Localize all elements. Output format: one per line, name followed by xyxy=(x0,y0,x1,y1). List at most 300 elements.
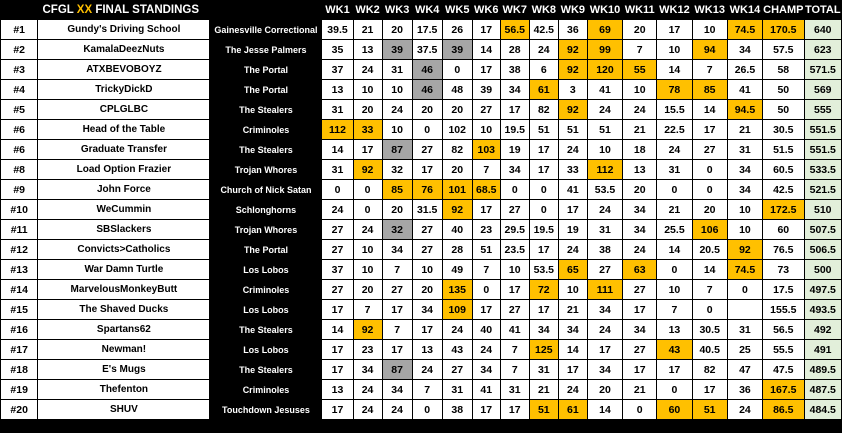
total-score-cell: 555 xyxy=(804,100,841,120)
week-score-cell: 21 xyxy=(558,300,587,320)
week-score-cell: 20 xyxy=(353,280,382,300)
week-score-cell: 19.5 xyxy=(529,220,558,240)
week-score-cell: 53.5 xyxy=(587,180,622,200)
week-score-cell: 17 xyxy=(529,240,558,260)
week-score-cell: 24 xyxy=(657,140,692,160)
week-score-cell: 34 xyxy=(500,80,529,100)
col-header: WK6 xyxy=(472,0,500,20)
champ-score-cell: 47.5 xyxy=(763,360,804,380)
week-score-cell: 17 xyxy=(529,140,558,160)
week-score-cell: 0 xyxy=(529,180,558,200)
rank-cell: #6 xyxy=(1,120,38,140)
week-score-cell: 20 xyxy=(587,380,622,400)
division-cell: Gainesville Correctional xyxy=(210,20,322,40)
week-score-cell: 7 xyxy=(472,260,500,280)
week-score-cell: 20.5 xyxy=(692,240,727,260)
division-cell: Criminoles xyxy=(210,120,322,140)
week-score-cell: 0 xyxy=(657,380,692,400)
week-score-cell: 14 xyxy=(587,400,622,420)
week-score-cell: 14 xyxy=(322,140,353,160)
week-score-cell: 111 xyxy=(587,280,622,300)
week-score-cell: 24 xyxy=(412,360,442,380)
week-score-cell: 17.5 xyxy=(412,20,442,40)
week-score-cell: 0 xyxy=(442,60,472,80)
week-score-cell: 31 xyxy=(322,160,353,180)
week-score-cell: 24 xyxy=(353,60,382,80)
week-score-cell: 34 xyxy=(623,220,657,240)
week-score-cell: 27 xyxy=(442,360,472,380)
week-score-cell: 41 xyxy=(587,80,622,100)
week-score-cell: 25.5 xyxy=(657,220,692,240)
week-score-cell: 34 xyxy=(382,380,412,400)
week-score-cell: 38 xyxy=(587,240,622,260)
week-score-cell: 34 xyxy=(623,320,657,340)
champ-score-cell: 57.5 xyxy=(763,40,804,60)
week-score-cell: 0 xyxy=(322,180,353,200)
champ-score-cell: 55.5 xyxy=(763,340,804,360)
table-row xyxy=(1,340,842,360)
week-score-cell: 0 xyxy=(727,280,762,300)
team-name-cell: Spartans62 xyxy=(38,320,210,340)
week-score-cell: 0 xyxy=(412,120,442,140)
total-score-cell: 506.5 xyxy=(804,240,841,260)
table-row xyxy=(1,260,842,280)
division-cell: The Portal xyxy=(210,60,322,80)
week-score-cell: 14 xyxy=(322,320,353,340)
week-score-cell: 82 xyxy=(529,100,558,120)
team-name-cell: SHUV xyxy=(38,400,210,420)
total-score-cell: 571.5 xyxy=(804,60,841,80)
week-score-cell: 21 xyxy=(623,380,657,400)
week-score-cell: 15.5 xyxy=(657,100,692,120)
team-name-cell: MarvelousMonkeyButt xyxy=(38,280,210,300)
table-row xyxy=(1,100,842,120)
col-header-champ: CHAMP xyxy=(763,0,804,20)
table-row xyxy=(1,400,842,420)
week-score-cell: 20 xyxy=(412,100,442,120)
col-header: WK3 xyxy=(382,0,412,20)
week-score-cell: 0 xyxy=(692,160,727,180)
week-score-cell: 27 xyxy=(382,280,412,300)
division-cell: The Stealers xyxy=(210,360,322,380)
week-score-cell: 24 xyxy=(382,100,412,120)
champ-score-cell: 50 xyxy=(763,80,804,100)
week-score-cell: 40 xyxy=(442,220,472,240)
week-score-cell: 92 xyxy=(353,320,382,340)
week-score-cell: 49 xyxy=(442,260,472,280)
week-score-cell: 7 xyxy=(353,300,382,320)
week-score-cell: 24 xyxy=(353,400,382,420)
week-score-cell: 24 xyxy=(382,400,412,420)
week-score-cell: 17 xyxy=(500,100,529,120)
rank-cell: #17 xyxy=(1,340,38,360)
week-score-cell: 78 xyxy=(657,80,692,100)
table-row xyxy=(1,220,842,240)
week-score-cell: 26.5 xyxy=(727,60,762,80)
total-score-cell: 487.5 xyxy=(804,380,841,400)
team-name-cell: TrickyDickD xyxy=(38,80,210,100)
total-score-cell: 492 xyxy=(804,320,841,340)
week-score-cell: 31 xyxy=(500,380,529,400)
week-score-cell: 94.5 xyxy=(727,100,762,120)
total-score-cell: 484.5 xyxy=(804,400,841,420)
week-score-cell: 34 xyxy=(727,40,762,60)
team-name-cell: CPLGLBC xyxy=(38,100,210,120)
col-header: WK10 xyxy=(587,0,622,20)
week-score-cell: 23.5 xyxy=(500,240,529,260)
week-score-cell: 10 xyxy=(657,280,692,300)
week-score-cell: 28 xyxy=(442,240,472,260)
week-score-cell: 24 xyxy=(529,40,558,60)
week-score-cell: 17 xyxy=(472,200,500,220)
week-score-cell: 17 xyxy=(500,280,529,300)
total-score-cell: 493.5 xyxy=(804,300,841,320)
week-score-cell: 17 xyxy=(558,200,587,220)
division-cell: The Stealers xyxy=(210,100,322,120)
week-score-cell: 109 xyxy=(442,300,472,320)
week-score-cell: 27 xyxy=(623,340,657,360)
week-score-cell: 40.5 xyxy=(692,340,727,360)
week-score-cell: 17 xyxy=(587,340,622,360)
champ-score-cell: 30.5 xyxy=(763,120,804,140)
week-score-cell: 14 xyxy=(657,60,692,80)
week-score-cell: 32 xyxy=(382,160,412,180)
team-name-cell: Thefenton xyxy=(38,380,210,400)
week-score-cell: 17 xyxy=(500,400,529,420)
week-score-cell: 7 xyxy=(692,60,727,80)
col-header: WK5 xyxy=(442,0,472,20)
col-header: WK14 xyxy=(727,0,762,20)
week-score-cell: 24 xyxy=(558,140,587,160)
week-score-cell: 37 xyxy=(322,60,353,80)
week-score-cell: 51 xyxy=(692,400,727,420)
division-cell: Los Lobos xyxy=(210,300,322,320)
week-score-cell: 17 xyxy=(322,340,353,360)
week-score-cell: 135 xyxy=(442,280,472,300)
week-score-cell: 17 xyxy=(412,160,442,180)
week-score-cell: 41 xyxy=(727,80,762,100)
week-score-cell: 61 xyxy=(558,400,587,420)
week-score-cell: 17 xyxy=(657,20,692,40)
week-score-cell: 17 xyxy=(623,360,657,380)
week-score-cell: 13 xyxy=(353,40,382,60)
week-score-cell: 31 xyxy=(587,220,622,240)
week-score-cell: 10 xyxy=(472,120,500,140)
week-score-cell: 24 xyxy=(353,380,382,400)
week-score-cell: 21 xyxy=(353,20,382,40)
week-score-cell: 120 xyxy=(587,60,622,80)
champ-score-cell: 56.5 xyxy=(763,320,804,340)
week-score-cell: 85 xyxy=(692,80,727,100)
week-score-cell: 0 xyxy=(529,200,558,220)
division-cell: The Stealers xyxy=(210,140,322,160)
rank-cell: #11 xyxy=(1,220,38,240)
week-score-cell: 24 xyxy=(623,240,657,260)
week-score-cell: 34 xyxy=(412,300,442,320)
week-score-cell: 39 xyxy=(472,80,500,100)
division-cell: Trojan Whores xyxy=(210,160,322,180)
week-score-cell: 17 xyxy=(322,400,353,420)
week-score-cell: 31 xyxy=(322,100,353,120)
rank-cell: #10 xyxy=(1,200,38,220)
week-score-cell: 37.5 xyxy=(412,40,442,60)
table-row xyxy=(1,120,842,140)
total-score-cell: 640 xyxy=(804,20,841,40)
week-score-cell: 20 xyxy=(382,200,412,220)
week-score-cell: 51 xyxy=(558,120,587,140)
week-score-cell: 63 xyxy=(623,260,657,280)
week-score-cell: 21 xyxy=(623,120,657,140)
week-score-cell: 27 xyxy=(500,200,529,220)
week-score-cell: 17 xyxy=(529,300,558,320)
week-score-cell: 112 xyxy=(322,120,353,140)
week-score-cell: 33 xyxy=(558,160,587,180)
col-header-total: TOTAL xyxy=(804,0,841,20)
week-score-cell: 27 xyxy=(587,260,622,280)
rank-cell: #12 xyxy=(1,240,38,260)
week-score-cell: 7 xyxy=(472,160,500,180)
week-score-cell: 7 xyxy=(500,340,529,360)
champ-score-cell: 58 xyxy=(763,60,804,80)
champ-score-cell: 167.5 xyxy=(763,380,804,400)
division-cell: Schlonghorns xyxy=(210,200,322,220)
week-score-cell: 24 xyxy=(587,100,622,120)
col-header: WK11 xyxy=(623,0,657,20)
week-score-cell: 102 xyxy=(442,120,472,140)
week-score-cell: 20 xyxy=(442,100,472,120)
rank-cell: #9 xyxy=(1,180,38,200)
rank-cell: #20 xyxy=(1,400,38,420)
rank-cell: #13 xyxy=(1,260,38,280)
total-score-cell: 551.5 xyxy=(804,140,841,160)
week-score-cell: 39 xyxy=(442,40,472,60)
col-header: WK8 xyxy=(529,0,558,20)
week-score-cell: 35 xyxy=(322,40,353,60)
week-score-cell: 25 xyxy=(727,340,762,360)
week-score-cell: 7 xyxy=(657,300,692,320)
week-score-cell: 0 xyxy=(692,180,727,200)
week-score-cell: 20 xyxy=(442,160,472,180)
week-score-cell: 0 xyxy=(623,400,657,420)
team-name-cell: KamalaDeezNuts xyxy=(38,40,210,60)
week-score-cell: 13 xyxy=(657,320,692,340)
week-score-cell: 13 xyxy=(322,80,353,100)
team-name-cell: Graduate Transfer xyxy=(38,140,210,160)
champ-score-cell: 155.5 xyxy=(763,300,804,320)
week-score-cell: 76 xyxy=(412,180,442,200)
week-score-cell: 10 xyxy=(353,80,382,100)
week-score-cell: 24 xyxy=(472,340,500,360)
rank-cell: #2 xyxy=(1,40,38,60)
champ-score-cell: 86.5 xyxy=(763,400,804,420)
week-score-cell: 39 xyxy=(382,40,412,60)
division-cell: Touchdown Jesuses xyxy=(210,400,322,420)
team-name-cell: John Force xyxy=(38,180,210,200)
week-score-cell: 10 xyxy=(587,140,622,160)
week-score-cell: 34 xyxy=(500,160,529,180)
week-score-cell: 106 xyxy=(692,220,727,240)
week-score-cell: 7 xyxy=(500,360,529,380)
col-header: WK1 xyxy=(322,0,353,20)
total-score-cell: 551.5 xyxy=(804,120,841,140)
week-score-cell: 13 xyxy=(322,380,353,400)
week-score-cell: 7 xyxy=(412,380,442,400)
team-name-cell: The Shaved Ducks xyxy=(38,300,210,320)
week-score-cell: 19 xyxy=(500,140,529,160)
champ-score-cell: 172.5 xyxy=(763,200,804,220)
week-score-cell: 99 xyxy=(587,40,622,60)
table-row xyxy=(1,160,842,180)
total-score-cell: 623 xyxy=(804,40,841,60)
rank-cell: #6 xyxy=(1,140,38,160)
champ-score-cell: 60 xyxy=(763,220,804,240)
week-score-cell: 41 xyxy=(558,180,587,200)
week-score-cell: 51 xyxy=(529,400,558,420)
champ-score-cell: 17.5 xyxy=(763,280,804,300)
week-score-cell: 13 xyxy=(623,160,657,180)
week-score-cell: 17 xyxy=(623,300,657,320)
week-score-cell: 92 xyxy=(442,200,472,220)
week-score-cell: 27 xyxy=(322,280,353,300)
week-score-cell: 17 xyxy=(353,140,382,160)
rank-cell: #5 xyxy=(1,100,38,120)
week-score-cell: 7 xyxy=(382,260,412,280)
team-name-cell: WeCummin xyxy=(38,200,210,220)
week-score-cell xyxy=(727,300,762,320)
week-score-cell: 7 xyxy=(692,280,727,300)
week-score-cell: 31 xyxy=(727,140,762,160)
team-name-cell: Head of the Table xyxy=(38,120,210,140)
week-score-cell: 46 xyxy=(412,60,442,80)
week-score-cell: 10 xyxy=(353,240,382,260)
week-score-cell: 85 xyxy=(382,180,412,200)
week-score-cell: 20 xyxy=(692,200,727,220)
table-row xyxy=(1,200,842,220)
week-score-cell: 42.5 xyxy=(529,20,558,40)
rank-cell: #1 xyxy=(1,20,38,40)
col-header: WK4 xyxy=(412,0,442,20)
week-score-cell: 17 xyxy=(558,360,587,380)
week-score-cell: 17 xyxy=(657,360,692,380)
week-score-cell: 94 xyxy=(692,40,727,60)
week-score-cell: 48 xyxy=(442,80,472,100)
week-score-cell: 14 xyxy=(472,40,500,60)
total-score-cell: 533.5 xyxy=(804,160,841,180)
week-score-cell: 34 xyxy=(558,320,587,340)
week-score-cell: 10 xyxy=(623,80,657,100)
week-score-cell: 37 xyxy=(322,260,353,280)
total-score-cell: 569 xyxy=(804,80,841,100)
total-score-cell: 497.5 xyxy=(804,280,841,300)
week-score-cell: 24 xyxy=(587,320,622,340)
week-score-cell: 27 xyxy=(322,220,353,240)
page-title: CFGL XX FINAL STANDINGS xyxy=(1,0,322,20)
week-score-cell: 14 xyxy=(692,100,727,120)
division-cell: The Portal xyxy=(210,80,322,100)
week-score-cell: 7 xyxy=(382,320,412,340)
champ-score-cell: 60.5 xyxy=(763,160,804,180)
division-cell: The Jesse Palmers xyxy=(210,40,322,60)
week-score-cell: 92 xyxy=(558,40,587,60)
week-score-cell: 87 xyxy=(382,360,412,380)
week-score-cell: 17 xyxy=(529,160,558,180)
week-score-cell: 20 xyxy=(623,20,657,40)
col-header: WK7 xyxy=(500,0,529,20)
week-score-cell: 46 xyxy=(412,80,442,100)
week-score-cell: 72 xyxy=(529,280,558,300)
week-score-cell: 27 xyxy=(472,100,500,120)
week-score-cell: 24 xyxy=(442,320,472,340)
week-score-cell: 17 xyxy=(692,120,727,140)
week-score-cell: 21 xyxy=(657,200,692,220)
week-score-cell: 68.5 xyxy=(472,180,500,200)
week-score-cell: 20 xyxy=(382,20,412,40)
week-score-cell: 0 xyxy=(692,300,727,320)
division-cell: Criminoles xyxy=(210,280,322,300)
week-score-cell: 0 xyxy=(657,180,692,200)
week-score-cell: 51 xyxy=(587,120,622,140)
week-score-cell: 51 xyxy=(472,240,500,260)
week-score-cell: 31 xyxy=(657,160,692,180)
table-row xyxy=(1,40,842,60)
table-row xyxy=(1,360,842,380)
champ-score-cell: 42.5 xyxy=(763,180,804,200)
team-name-cell: Convicts>Catholics xyxy=(38,240,210,260)
week-score-cell: 17 xyxy=(382,340,412,360)
week-score-cell: 82 xyxy=(692,360,727,380)
week-score-cell: 19.5 xyxy=(500,120,529,140)
week-score-cell: 92 xyxy=(558,60,587,80)
week-score-cell: 14 xyxy=(657,240,692,260)
week-score-cell: 34 xyxy=(727,160,762,180)
team-name-cell: Newman! xyxy=(38,340,210,360)
team-name-cell: Load Option Frazier xyxy=(38,160,210,180)
week-score-cell: 22.5 xyxy=(657,120,692,140)
week-score-cell: 112 xyxy=(587,160,622,180)
table-row xyxy=(1,280,842,300)
week-score-cell: 17 xyxy=(322,360,353,380)
week-score-cell: 32 xyxy=(382,220,412,240)
week-score-cell: 34 xyxy=(382,240,412,260)
week-score-cell: 0 xyxy=(472,280,500,300)
division-cell: The Stealers xyxy=(210,320,322,340)
week-score-cell: 20 xyxy=(353,100,382,120)
team-name-cell: War Damn Turtle xyxy=(38,260,210,280)
week-score-cell: 27 xyxy=(412,240,442,260)
week-score-cell: 34 xyxy=(623,200,657,220)
header-row xyxy=(1,0,842,20)
total-score-cell: 500 xyxy=(804,260,841,280)
week-score-cell: 31 xyxy=(382,60,412,80)
table-row xyxy=(1,320,842,340)
week-score-cell: 51 xyxy=(529,120,558,140)
total-score-cell: 489.5 xyxy=(804,360,841,380)
week-score-cell: 0 xyxy=(412,400,442,420)
week-score-cell: 19 xyxy=(558,220,587,240)
champ-score-cell: 73 xyxy=(763,260,804,280)
week-score-cell: 10 xyxy=(727,220,762,240)
week-score-cell: 29.5 xyxy=(500,220,529,240)
week-score-cell: 21 xyxy=(727,120,762,140)
week-score-cell: 10 xyxy=(727,200,762,220)
week-score-cell: 24 xyxy=(558,240,587,260)
week-score-cell: 38 xyxy=(442,400,472,420)
week-score-cell: 56.5 xyxy=(500,20,529,40)
rank-cell: #4 xyxy=(1,80,38,100)
total-score-cell: 521.5 xyxy=(804,180,841,200)
rank-cell: #15 xyxy=(1,300,38,320)
table-row xyxy=(1,240,842,260)
